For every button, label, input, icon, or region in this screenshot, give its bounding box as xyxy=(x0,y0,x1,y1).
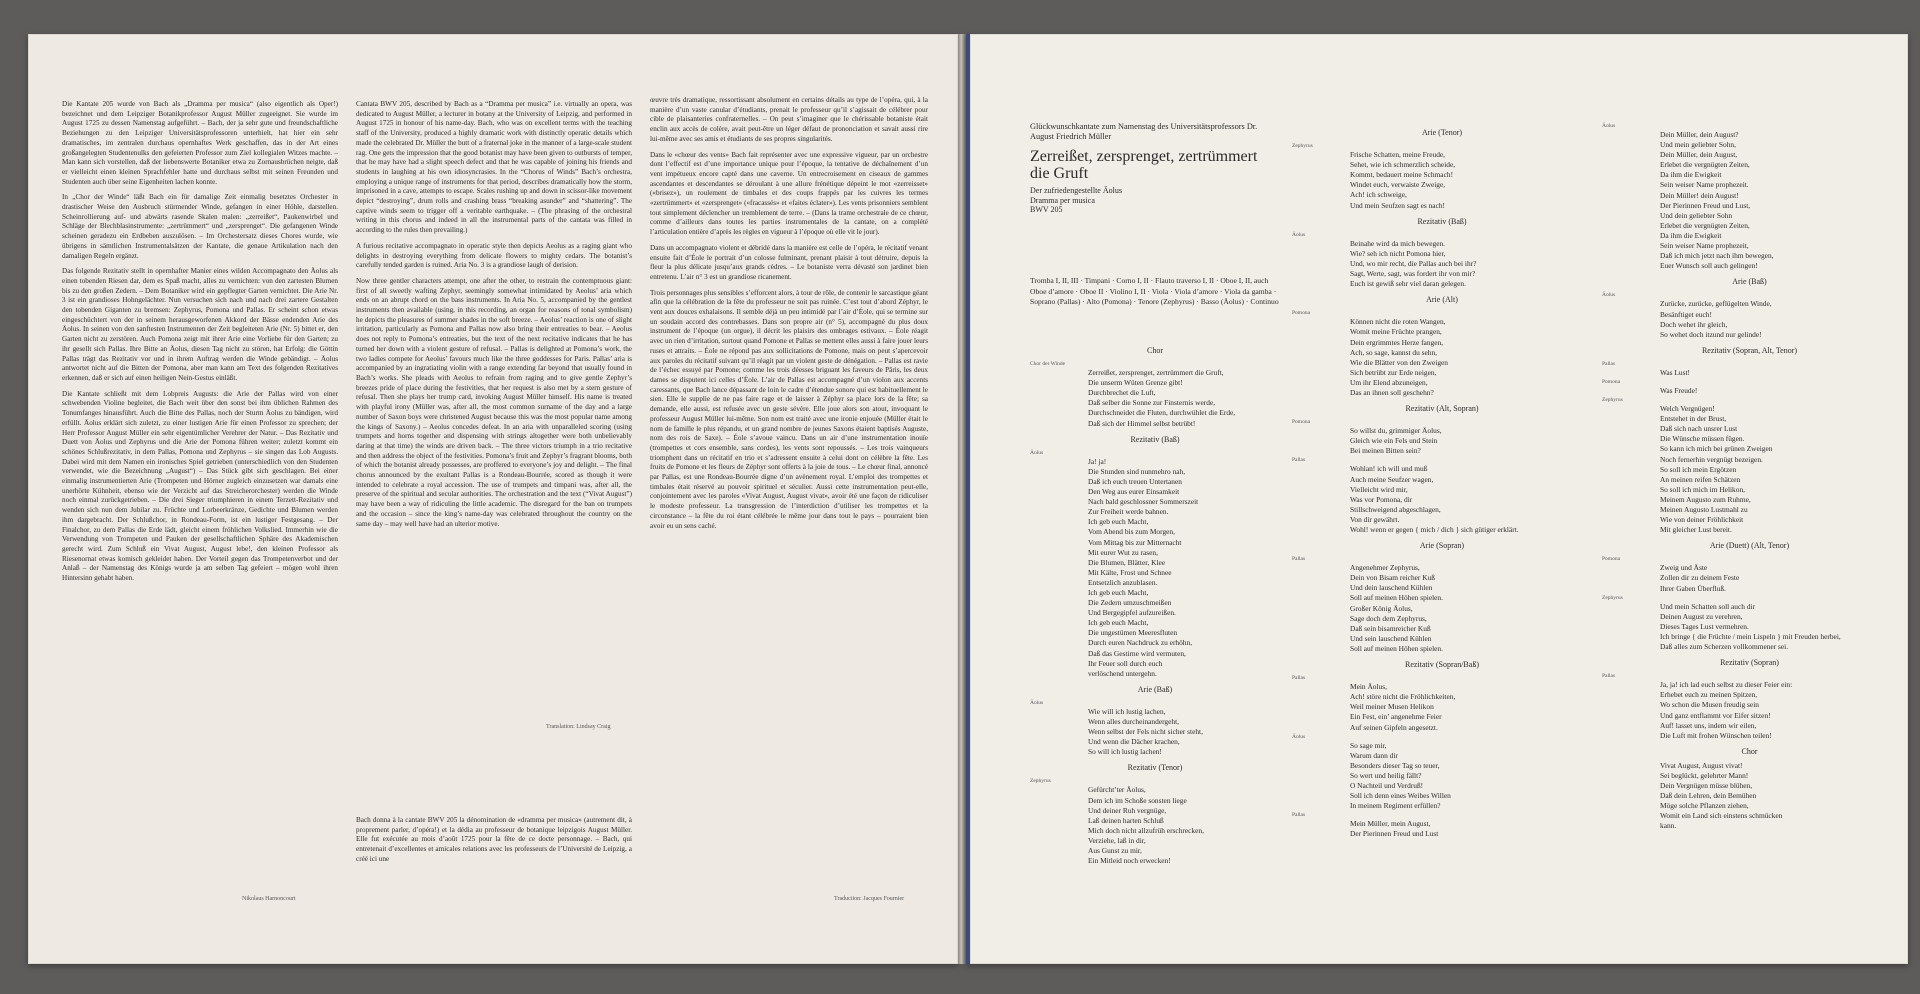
libretto-line: Daß sich der Himmel selbst betrübt! xyxy=(1088,418,1196,428)
libretto-line: Erhebet euch zu meinen Spitzen, xyxy=(1660,690,1758,700)
libretto-line: Daß sein bisamreicher Kuß xyxy=(1350,623,1431,633)
cantata-title: Zerreißet, zersprenget, zertrümmert die Gruft xyxy=(1030,148,1258,182)
libretto-line: Zollen dir zu deinem Feste xyxy=(1660,573,1740,583)
libretto-line: kann. xyxy=(1660,821,1677,831)
role-label: Äolus xyxy=(1030,449,1044,456)
libretto-line: Und sein lauschend Kühlen xyxy=(1350,633,1432,643)
libretto-line: Mich doch nicht allzufrüh erschrecken, xyxy=(1088,825,1204,835)
libretto-line: Dein Vergnügen müsse blühen, xyxy=(1660,781,1753,791)
libretto-line: Und mein geliebter Sohn, xyxy=(1660,140,1736,150)
libretto-line: Dein Müller, dein August? xyxy=(1660,130,1739,139)
libretto-line: Vivat August, August vivat! xyxy=(1660,760,1743,770)
libretto-line: So willst du, grimmiger Äolus, xyxy=(1350,426,1442,436)
libretto-line: Ja, ja! ich lad euch selbst zu dieser Feier ein: xyxy=(1660,680,1793,690)
libretto-line: Das an ihnen soll geschehn? xyxy=(1350,387,1434,397)
role-label: Äolus xyxy=(1292,733,1306,740)
libretto-line: Dieses Tages Lust vermehren. xyxy=(1660,621,1749,631)
libretto-line: Besänftiget euch! xyxy=(1660,309,1712,319)
english-notes-column xyxy=(356,100,632,720)
libretto-line: Mit Kälte, Frost und Schnee xyxy=(1088,567,1172,577)
libretto-line: Wenn alles durcheinandergeht, xyxy=(1088,717,1179,726)
libretto-line: Die Stunden sind nunmehro nah, xyxy=(1088,466,1186,476)
libretto-line: Und mein Schatten soll auch dir xyxy=(1660,601,1756,611)
libretto-line: Die ungestümen Meeresfluten xyxy=(1088,628,1178,638)
libretto-line: Durchbrechet die Luft, xyxy=(1088,388,1156,398)
libretto-line: Ihrer Gaben Überfluß. xyxy=(1660,583,1726,593)
libretto-line: Mit eurer Wut zu rasen, xyxy=(1088,547,1158,557)
libretto-line: Und wenn die Dächer krachen, xyxy=(1088,737,1180,747)
english-notes-credit: Translation: Lindsay Craig xyxy=(546,724,611,730)
libretto-line: So soll ich mein Ergötzen xyxy=(1660,464,1737,474)
libretto-line: Die unserm Wüten Grenze gibt! xyxy=(1088,378,1183,388)
libretto-line: Euer Wunsch soll auch gelingen! xyxy=(1660,261,1758,271)
libretto-line: Meinem Augusto zum Ruhme, xyxy=(1660,494,1751,504)
libretto-line: Und dein lauschend Kühlen xyxy=(1350,583,1433,593)
role-label: Pomona xyxy=(1602,378,1621,385)
libretto-line: Bei meinen Bitten sein? xyxy=(1350,446,1421,456)
libretto-line: Welch Vergnügen! xyxy=(1660,404,1715,414)
libretto-line: Erlebet die vergnügten Zeiten, xyxy=(1660,160,1750,170)
libretto-line: Warum dann dir xyxy=(1350,750,1398,760)
libretto-line: Um ihr Elend abzuneigen, xyxy=(1350,377,1428,387)
libretto-line: Zweig und Äste xyxy=(1660,563,1708,573)
album-spine xyxy=(958,34,966,964)
libretto-line: Beinahe wird da mich bewegen. xyxy=(1350,238,1446,248)
role-label: Äolus xyxy=(1292,231,1306,238)
section-heading: Rezitativ (Alt, Sopran) xyxy=(1405,404,1479,414)
libretto-line: Und mein Seufzen sagt es nach! xyxy=(1350,200,1446,210)
libretto-line: Wie? seh ich nicht Pomona hier, xyxy=(1350,248,1446,258)
german-notes-credit: Nikolaus Harnoncourt xyxy=(242,896,296,902)
french-notes-credit: Traduction: Jacques Fournier xyxy=(834,896,905,902)
section-heading: Arie (Alt) xyxy=(1426,295,1458,305)
subtitle-line-2: Dramma per musica xyxy=(1030,195,1095,205)
libretto-line: Ich bringe { die Früchte / mein Lispeln } mit Freuden herbei, xyxy=(1660,631,1841,641)
libretto-line: Soll auf meinen Höhen spielen. xyxy=(1350,643,1443,653)
libretto-header xyxy=(1030,122,1280,215)
libretto-line: So kann ich mich bei grünen Zweigen xyxy=(1660,444,1773,454)
libretto-line: Was Lust! xyxy=(1660,367,1690,377)
instrumentation-list: Tromba I, II, III · Timpani · Corno I, II · Flauto traverso I, II · Oboe I, II, auch Oboe d’amore · Oboe II · Violino I, II · Viola · Viola d’amore · Viola da gamba · Soprano (Pallas) · Alto (Pomona) · Tenore (Zephyrus) · Basso (Äolus) · Continuo xyxy=(1030,276,1279,306)
libretto-line: Verziehe, laß in dir, xyxy=(1088,835,1146,845)
libretto-column-3 xyxy=(1602,122,1897,952)
libretto-line: Daß das Gestirne wird vermuten, xyxy=(1088,648,1186,658)
libretto-line: Was Freude! xyxy=(1660,385,1698,395)
section-heading: Rezitativ (Baß) xyxy=(1417,216,1467,226)
libretto-line: Zerreißet, zersprenget, zertrümmert die Gruft, xyxy=(1088,368,1224,378)
libretto-line: Stillschweigend abgeschlagen, xyxy=(1350,504,1441,514)
role-label: Zephyrus xyxy=(1602,397,1623,404)
libretto-line: O Nachteil und Verdruß! xyxy=(1350,780,1424,790)
libretto-column-2 xyxy=(1292,122,1592,952)
libretto-line: Doch wehet ihr gleich, xyxy=(1660,319,1728,329)
libretto-line: Da ihm die Ewigkeit xyxy=(1660,230,1722,240)
role-label: Äolus xyxy=(1602,123,1616,129)
libretto-line: Angenehmer Zephyrus, xyxy=(1350,563,1420,573)
role-label: Pallas xyxy=(1292,675,1306,682)
left-page xyxy=(28,34,958,964)
role-label: Pallas xyxy=(1292,812,1306,819)
role-label: Zephyrus xyxy=(1292,143,1313,150)
libretto-line: Gleich wie ein Fels und Stein xyxy=(1350,436,1438,446)
french-notes-paragraph: Dans le «chœur des vents» Bach fait représenter avec une expressive vigueur, par un orchestre dont l’effectif est d’une importance unique pour l’époque, la tentative de déchaînement d’un vent impétueux encore capté dans une caverne. Un entrecroisement en ciseaux de gammes ascendantes et descendantes se déroulant à une allure frénétique dépeint le mot «zerreisset» («brisez»), un roulement de timbales et des coups frappés par les cuivres les termes «zertrümmert» et «zersprenget» («fracassés» et «faites éclater»). Les vents prisonniers semblent tout simplement déclencher un tremblement de terre. – (Dans la trame orchestrale de ce chœur, comme d’ailleurs dans toutes les parties instrumentales de la cantate, on a complété l’articulation entière d’après les règles en vigueur à l’époque où elle vit le jour). xyxy=(650,150,928,237)
libretto-line: Ich geb euch Macht, xyxy=(1088,587,1149,597)
libretto-line: Mein Äolus, xyxy=(1350,682,1387,692)
section-heading: Arie (Duett) (Alt, Tenor) xyxy=(1709,541,1790,551)
libretto-line: Was vor Pomona, dir xyxy=(1350,494,1413,504)
libretto-line: Sei beglückt, gelehrter Mann! xyxy=(1660,770,1749,780)
libretto-line: Da ihm die Ewigkeit xyxy=(1660,170,1722,180)
libretto-line: So sage mir, xyxy=(1350,740,1387,750)
libretto-line: Wo schon die Musen freudig sein xyxy=(1660,700,1759,710)
libretto-line: Großer König Äolus, xyxy=(1350,603,1413,613)
french-notes-intro xyxy=(356,816,632,906)
libretto-line: Wenn selbst der Fels nicht sicher steht, xyxy=(1088,727,1203,737)
role-label: Pomona xyxy=(1292,419,1311,426)
libretto-line: Sich betrübt zur Erde neigen, xyxy=(1350,367,1437,377)
libretto-line: Die Wünsche müssen fügen. xyxy=(1660,434,1745,444)
role-label: Chor der Winde xyxy=(1030,361,1066,368)
libretto-line: So soll ich mich im Helikon, xyxy=(1660,484,1745,494)
libretto-line: Sein weiser Name prophezeit. xyxy=(1660,180,1749,190)
libretto-line: Zurücke, zurücke, geflügelten Winde, xyxy=(1660,299,1772,309)
french-notes-paragraph: Trois personnages plus sensibles s’efforcent alors, à tour de rôle, de contenir le sarcastique géant afin que la célébration de la fête du professeur ne soit pas ruinée. C’est tout d’abord Zéphyr, le vent aux douces exhalaisons. Il semble déjà un peu intimidé par l’air d’Éole, qui se termine sur un soudain accord des contrebasses. Dans son propre air (n° 5), accompagné du plus doux instrument de l’époque (un orgue), il décrit les plaisirs des ombrages estivaux. – Éole réagit avec un rien d’irritation, surtout quand Pomone et Pallas se mettent elles aussi à faire jouer leurs ruses et attraits. – Éole ne répond pas aux sollicitations de Pomone, mais on peut s’apercevoir aux paroles du récitatif suivant qu’il réagit par un violent geste de dénégation. – Pallas est ravie de l’échec essuyé par Pomone; comme les trois déesses briguant les faveurs de Pâris, les deux dames se disputent ici celles d’Éole. L’air de Pallas est accompagné d’un violon aux accents caressants, que Bach lance dépassant de loin le cadre d’étendue sonore qui est habituellement le sien. Elle le supplie de ne pas faire rage et de laisser à Zéphyr sa place lors de la fête; sa demande, elle aussi, est refusée avec un geste sévère. Elle joue alors son atout, invoquant le professeur August Müller lui-même. Son nom est traité avec une ironie enjouée (Müller était le nom de famille le plus répandu, et un grand nombre de jeunes Saxons étaient baptisés Auguste, nom des rois de Saxe). – Éole s’avoue vaincu. Dans un air d’une instrumentation inouïe (trompettes et cors ensemble, sans cordes), les vents sont repoussés. – Les trois vainqueurs triomphent dans un récitatif en trio et s’adressent ensuite à celui dont on célèbre la fête. Les fruits de Pomone et les fleurs de Zéphyr sont offerts à la joie de tous. – Le chœur final, annoncé par Pallas, est une Rondeau-Bourrée digne d’un avènement royal. L’emploi des trompettes et timbales était réservé au pouvoir spirituel et séculier. Aussi cette instrumentation peut-elle, conjointement avec les paroles «Vivat August, August vivat», avoir été une façon de ridiculiser le modeste professeur. La transgression de l’interdiction d’utiliser les trompettes et la circonstance – la fête du roi étant célébrée le même jour dans tout le pays – pourraient bien avoir eu un sens caché. xyxy=(650,288,928,530)
section-heading: Rezitativ (Sopran, Alt, Tenor) xyxy=(1701,345,1798,355)
libretto-line: Zur Freiheit werde bahnen. xyxy=(1088,507,1169,517)
libretto-column-1 xyxy=(1030,340,1280,950)
libretto-line: Noch fernerhin vergnügt bezeigen. xyxy=(1660,454,1763,464)
libretto-line: Daß alles zum Scherzen vollkommener sei. xyxy=(1660,642,1789,652)
libretto-line: Ich geb euch Macht, xyxy=(1088,517,1149,527)
libretto-line: Ein Fest, ein’ angenehme Feier xyxy=(1350,712,1442,722)
libretto-line: Mein Müller, mein August, xyxy=(1350,819,1431,829)
french-notes-paragraph: Dans un accompagnato violent et débridé dans la manière est celle de l’opéra, le récitatif venant ensuite fait d’Éole le portrait d’un colosse fulminant, prenant plaisir à tout détruire, depuis la fleur la plus délicate jusqu’aux grands cèdres. – Le botaniste verra dévasté son jardinet bien entretenu. L’air n° 3 est un grandiose ricanement. xyxy=(650,243,928,281)
english-notes-paragraph: Cantata BWV 205, described by Bach as a “Dramma per musica” i.e. virtually an opera, was dedicated to August Müller, a lecturer in botany at the University of Leipzig, and performed in August 1725 in honour of his name-day. Bach, who was on excellent terms with the teaching staff of the University, produced a highly dramatic work with distinctly operatic details which made the celebrated Dr. Müller the butt of a fraternal joke in the manner of a large-scale student rag. One gets the impression that the good botanist may have been given to outbursts of temper, that he may have had a slight speech defect and that he was capable of joining his friends and students in laughing at his own idiosyncrasies. In the “Chorus of Winds” Bach’s orchestra, employing a unique range of instruments for that period, describes dramatically how the storm, imprisoned in a cave, attempts to escape. Scales rushing up and down in scissor-like movement depict “destroying”, drum rolls and crashing brass “breaking asunder” and “shattering”. The captive winds seem to trigger off a veritable earthquake. – (The phrasing of the orchestral writing in this chorus and indeed in all the instrumental parts of the cantata was filled in according to the rules then prevailing.) xyxy=(356,100,632,235)
libretto-line: Vom Mittag bis zur Mitternacht xyxy=(1088,537,1182,547)
libretto-line: Und dein geliebter Sohn xyxy=(1660,210,1733,220)
section-heading: Chor xyxy=(1147,346,1163,355)
role-label: Äolus xyxy=(1602,292,1616,299)
libretto-line: Ihr Feuer soll durch euch xyxy=(1088,658,1163,668)
libretto-line: Daß dein Lehren, dein Bemühen xyxy=(1660,791,1757,801)
libretto-line: Von dir gewährt. xyxy=(1350,514,1400,524)
libretto-line: So wehet doch itzund nur gelinde! xyxy=(1660,329,1762,339)
libretto-line: So wert und heilig fällt? xyxy=(1350,770,1422,780)
subtitle-line-1: Der zufriedengestellte Äolus xyxy=(1030,186,1122,195)
libretto-line: Mit gleicher Lust bereit. xyxy=(1660,525,1732,535)
role-label: Pomona xyxy=(1602,556,1621,563)
libretto-line: Und, wo mir recht, die Pallas auch bei ihr? xyxy=(1350,258,1477,268)
libretto-line: An meinen reifen Schätzen xyxy=(1660,474,1741,484)
libretto-line: Womit meine Früchte prangen, xyxy=(1350,327,1442,337)
libretto-line: Ein Mitleid noch erwecken! xyxy=(1088,856,1171,866)
libretto-line: Soll auf meinen Höhen spielen. xyxy=(1350,593,1443,603)
german-notes-paragraph: Die Kantate 205 wurde von Bach als „Dramma per musica“ (also eigentlich als Oper!) bezeichnet und dem Leipziger Botanikprofessor August Müller zugeeignet. Sie wurde im August 1725 zu dessen Namenstag aufgeführt. – Bach, der ja sehr gute und freundschaftliche Beziehungen zu den Leipziger Universitätsprofessoren unterhielt, hat hier ein sehr dramatisches, im zentralen durchaus opernhaftes Werk geschaffen, das in der Art eines großangelegten Studentenulks den gefeierten Professor zum Ziel kollegialen Witzes machte. – Man kann sich vorstellen, daß der liebenswerte Botaniker etwa zu Zornausbrüchen neigte, daß er vielleicht einen kleinen Sprachfehler hatte und durchaus selbst mit seinen Freunden und Studenten auch über seine Eigenheiten lachen konnte. xyxy=(62,100,338,186)
subtitle-line-3: BWV 205 xyxy=(1030,205,1063,214)
section-heading: Arie (Baß) xyxy=(1137,684,1173,694)
libretto-line: Wohl! wenn er gegen { mich / dich } sich gütiger erklärt. xyxy=(1350,525,1519,534)
libretto-line: Besonders dieser Tag so teuer, xyxy=(1350,760,1440,770)
libretto-line: Gefürcht’ter Äolus, xyxy=(1088,785,1146,795)
section-heading: Arie (Tenor) xyxy=(1421,128,1463,137)
libretto-line: So will ich lustig lachen! xyxy=(1088,747,1162,757)
libretto-line: Ach! störe nicht die Fröhlichkeiten, xyxy=(1350,692,1456,702)
libretto-line: Auf! lasset uns, indem wir eilen, xyxy=(1660,720,1757,730)
libretto-line: Dein von Bisam reicher Kuß xyxy=(1350,573,1435,583)
libretto-line: Erlebet die vergnügten Zeiten, xyxy=(1660,220,1750,230)
libretto-line: Laß deinen harten Schluß xyxy=(1088,815,1164,825)
libretto-line: Soll ich denn eines Weibes Willen xyxy=(1350,791,1451,801)
libretto-line: Daß sich nach unsrer Lust xyxy=(1660,424,1738,434)
libretto-line: Womit ein Land sich einstens schmücken xyxy=(1660,811,1783,821)
libretto-line: Euch ist gewiß sehr viel daran gelegen. xyxy=(1350,279,1466,289)
libretto-line: Wie von deiner Fröhlichkeit xyxy=(1660,515,1744,525)
libretto-line: Auf seinen Gipfeln angesetzt. xyxy=(1350,722,1438,732)
libretto-line: Wie die Blätter von den Zweigen xyxy=(1350,357,1449,367)
libretto-line: Daß ich mich jetzt nach ihm bewegen, xyxy=(1660,251,1774,261)
section-heading: Rezitativ (Tenor) xyxy=(1127,763,1183,773)
role-label: Pallas xyxy=(1602,673,1616,680)
german-notes-column xyxy=(62,100,338,890)
libretto-line: Möge solche Pflanzen ziehen, xyxy=(1660,801,1749,811)
libretto-line: Wohlan! ich will und muß xyxy=(1350,464,1428,474)
libretto-line: Ach, so sage, kannst du sehn, xyxy=(1350,347,1438,357)
libretto-line: Auch meine Seufzer wagen, xyxy=(1350,474,1434,484)
libretto-line: Aus Gunst zu mir, xyxy=(1088,846,1142,856)
libretto-line: Den Weg aus eurer Einsamkeit xyxy=(1088,487,1180,497)
german-notes-paragraph: In „Chor der Winde“ läßt Bach ein für damalige Zeit einmalig besetztes Orchester in drastischer Weise den Ausbruch stürmender Winde, gefangen in einer Höhle, darstellen. Scheinrollierung auf- und abwärts rasende Skalen malen: „zerreißet“, Paukenwirbel und Schläge der Blechblasinstrumente: „zertrümmert“ und „zersprenget“. Die gefangenen Winde scheinen geradezu ein Erdbeben auszulösen. – Im Orchestersatz dieses Chores wurde, wie übrigens in sämtlichen Instrumentalsätzen der Kantate, die genaue Artikulation nach den damaligen Regeln ergänzt. xyxy=(62,193,338,260)
role-label: Pomona xyxy=(1292,310,1311,317)
section-heading: Chor xyxy=(1741,746,1758,756)
section-heading: Rezitativ (Baß) xyxy=(1130,434,1180,444)
libretto-line: Ich geb euch Macht, xyxy=(1088,618,1149,628)
libretto-line: Sein weiser Name prophezeit, xyxy=(1660,241,1749,251)
libretto-line: Deinen August zu verehren, xyxy=(1660,611,1743,621)
libretto-line: Entstehet in der Brust, xyxy=(1660,414,1727,424)
libretto-line: Sagt, Werte, sagt, was fordert ihr von mir? xyxy=(1350,269,1476,279)
libretto-line: Entsetzlich anzublasen. xyxy=(1088,577,1158,587)
libretto-line: Vielleicht wird mir, xyxy=(1350,484,1408,494)
libretto-line: Frische Schatten, meine Freude, xyxy=(1350,150,1446,160)
libretto-line: Dem ich im Schoße sonsten liege xyxy=(1088,795,1187,805)
right-page xyxy=(966,34,1908,964)
english-notes-paragraph: A furious recitative accompagnato in operatic style then depicts Aeolus as a raging giant who delights in destroying everything from delicate flowers to mighty cedars. The botanist’s carefully tended garden is ruined. Aria No. 3 is a grandiose laugh of derision. xyxy=(356,241,632,270)
libretto-line: Die Zedern umzuschmeißen xyxy=(1088,598,1172,608)
role-label: Pallas xyxy=(1292,556,1306,563)
libretto-line: Sehet, wie ich schmerzlich scheide, xyxy=(1350,160,1456,170)
libretto-line: Können nicht die roten Wangen, xyxy=(1350,317,1446,327)
libretto-line: Der Pierinnen Freud und Lust xyxy=(1350,829,1439,839)
german-notes-paragraph: Die Kantate schließt mit dem Lobpreis Augusts: die Arie der Pallas wird von einer schwebenden Violine begleitet, die Bach weit über den sonst bei ihm üblichen Rahmen des Tonumfanges hinausführt. Auch die Bitte des Pallas, noch der Sturm Äolus zu bändigen, wird erfüllt. Äolus erklärt sich zuletzt, zu einer lustigen Arie für einen Professor zu sprechen; der Herr Professor August Müller ein sehr eigentümlicher Verehrer der Natur. – Das Rezitativ und Duett von Äolus und Zephyrus und die Arie der Pomona führen weiter; zuletzt kommt ein schönes Schlußrezitativ, in dem Pallas, Pomona und Zephyrus – sie singen das Lob Augusts. Dabei wird mit dem Namen ein ironisches Spiel getrieben (unterschiedlich von den Studenten verwendet, wie die Bezeichnung „August“) – Das Stück gibt sich geschlagen. Bei einer einmalig instrumentierten Arie (Trompeten und Hörner zugleich einzusetzen war damals eine unerhörte Kühnheit, ebenso wie der Verzicht auf das Streicherorchester) werden die Winde noch einmal zurückgetrieben. – Die drei Sieger triumphieren in einem Terzett-Rezitativ und wenden sich nun dem Jubilar zu. Früchte und Lorbeerkränze, Gedichte und Blumen werden ihm dargebracht. Der Schlußchor, in Rondeau-Form, ist ein lustiger Festgesang. – Der Finalchor, zu dem Pallas die Erde lädt, gleicht einem fröhlichen Volkslied. Immerhin wie die Verwendung von Trompeten und Pauken der gesellschaftlichen Sphäre des Akademischen gerecht wird. Zum Schluß ein Vivat August, August lebe!, den kleinen Professor als Riesenornat etwas komisch gekleidet haben. Der Vorteil gegen das Trompetenverbot und der Anlaß – der Namenstag des Königs wurde ja am selben Tag gefeiert – mögen wohl ihren Hintersinn gehabt haben. xyxy=(62,389,338,583)
libretto-line: Ach! ich schweige, xyxy=(1350,190,1407,200)
french-notes-intro-text: Bach donna à la cantate BWV 205 la dénomination de «dramma per musica» (autrement dit, à proprement parler, d’opéra!) et la dédia au professeur de botanique leipzigois August Müller. Elle fut exécutée au mois d’août 1725 pour la fête de ce docte personnage. – Bach, qui entretenait d’excellentes et amicales relations avec les professeurs de l’Université de Leipzig, a créé ici une xyxy=(356,816,632,863)
libretto-line: Vom Abend bis zum Morgen, xyxy=(1088,527,1175,537)
libretto-line: Dein ergrimmtes Herze fangen, xyxy=(1350,337,1444,347)
dedication-text: Glückwunschkantate zum Namenstag des Universitätsprofessors Dr. August Friedrich Müller xyxy=(1030,122,1258,141)
english-notes-paragraph: Now three gentler characters attempt, one after the other, to restrain the contemptuous giant: first of all sweetly wafting Zephyr, seemingly somewhat intimidated by Aeolus’ aria which ends on an abrupt chord on the bass instruments. In Aria No. 5, accompanied by the gentlest instruments then available (using, in this recording, an organ for reasons of tonal symbolism) he depicts the pleasures of summer shades in the soft breeze. – Aeolus’ reaction is one of slight irritation, particularly as Pomona and Pallas now also bring their entreaties to bear. – Aeolus does not reply to Pomona’s entreaties, but the text of the next recitative indicates that he has turned her down with a violent gesture of refusal. – Pallas is delighted at Pomona’s work, the two ladies compete for Aeolus’ favours much like the three goddesses for Paris. Pallas’ aria is accompanied by an ingratiating violin with a range extending far beyond that usually found in Bach’s works. She pleads with Aeolus to refrain from raging and to give gentle Zephyr’s breezes pride of place during the festivities, that her request is also met by a stern gesture of refusal. Then she plays her trump card, invoking August Müller himself. His name is treated with playful irony (Müller was, after all, the most common surname of the day and a large number of Saxon boys were christened August because this was the most popular name among the kings of Saxony.) – Aeolus concedes defeat. In an aria with unparalleled scoring (using trumpets and horns together and dispensing with strings altogether were both unbelievably daring at that time) the winds are driven back. – The three victors triumph in a trio recitative and then address the object of the festivities. Pomona’s fruit and Zephyr’s fragrant blooms, both of which the botanist already possesses, are proffered to everyone’s joy and delight. – The final chorus announced by the exultant Pallas is a Rondeau-Bourrée, scored as though it were intended to celebrate a royal accession. The use of trumpets and timpani was, after all, the preserve of the spiritual and secular authorities. The orchestration and the text (“Vivat August”) may have been a way of ridiculing the little academic. The disregard for the ban on trumpets and the occasion – since the king’s name-day was celebrated throughout the country on the same day – may well have had an ulterior motive. xyxy=(356,276,632,528)
libretto-line: Sage doch dem Zephyrus, xyxy=(1350,613,1427,623)
french-notes-paragraph: œuvre très dramatique, ressortissant absolument en certains détails au type de l’opéra, qui, à la manière d’un vaste canular d’étudiants, prenait le professeur qu’il s’agissait de célébrer pour cible de plaisanteries confraternelles. – On peut s’imaginer que le chérissable botaniste était enclin aux accès de colère, avait peut-être un léger défaut de prononciation et savait aussi rire lui-même avec ses amis et étudiants de ses propres singularités. xyxy=(650,96,928,143)
libretto-line: Wie will ich lustig lachen, xyxy=(1088,706,1166,716)
role-label: Pallas xyxy=(1602,360,1616,367)
role-label: Pallas xyxy=(1292,457,1306,464)
libretto-line: Weil meiner Musen Helikon xyxy=(1350,702,1434,712)
libretto-line: Durchschneidet die Fluten, durchwühlet die Erde, xyxy=(1088,408,1236,418)
libretto-line: Durch euren Nachdruck zu erhöhn, xyxy=(1088,638,1193,648)
role-label: Zephyrus xyxy=(1030,778,1051,785)
section-heading: Arie (Baß) xyxy=(1732,277,1767,287)
libretto-line: Daß selber die Sonne zur Finsternis werde, xyxy=(1088,398,1216,408)
libretto-line: Daß ich euch treuen Untertanen xyxy=(1088,476,1182,486)
libretto-line: Der Pierinnen Freud und Lust, xyxy=(1660,200,1751,210)
section-heading: Rezitativ (Sopran) xyxy=(1720,658,1779,668)
libretto-line: Und Bergegipfel aufzureißen. xyxy=(1088,608,1176,618)
libretto-line: Und ganz entflammt vor Eifer sitzen! xyxy=(1660,710,1771,720)
libretto-line: Meinen Augusto Lustmahl zu xyxy=(1660,505,1748,514)
role-label: Zephyrus xyxy=(1602,594,1623,601)
libretto-line: verlöschend untergehn. xyxy=(1088,668,1157,678)
role-label: Äolus xyxy=(1030,699,1044,706)
libretto-line: Die Blumen, Blätter, Klee xyxy=(1088,557,1166,567)
libretto-line: Nach bald geschlossner Sommerszeit xyxy=(1088,497,1199,507)
libretto-line: Windet euch, verwaiste Zweige, xyxy=(1350,180,1446,190)
french-notes-column xyxy=(650,96,928,891)
libretto-line: Kommt, bedauert meine Schmach! xyxy=(1350,170,1454,180)
libretto-line: Ja! ja! xyxy=(1088,456,1107,466)
libretto-line: Die Luft mit frohen Wünschen teilen! xyxy=(1660,730,1772,740)
libretto-line: Dein Müller! dein August! xyxy=(1660,190,1739,200)
libretto-line: Und deiner Ruh vergnüge, xyxy=(1088,805,1167,815)
libretto-line: In meinem Regiment erfüllen? xyxy=(1350,801,1441,811)
german-notes-paragraph: Das folgende Rezitativ stellt in opernhafter Manier eines wilden Accompagnato den Äolus als einen tobenden Riesen dar, dem es Spaß macht, alles zu vernichten: von den zartesten Blumen bis zu den großen Zedern. – Dem Botaniker wird ein gepflegter Garten vernichtet. Die Arie Nr. 3 ist ein grandioses Hohngelächter. Nun versuchen sich nach und nach drei zartere Gestalten den tobenden Giganten zu bremsen: Zephyrus, Pomona und Pallas. Er scheint schon etwas eingeschüchtert von der in seinem herausgeworfenen Akkord der Bässe endenden Arie des Äolus. In seinen von den sanftesten Instrumenten der Zeit begleiteten Arie (Nr. 5) bittet er, den Garten nicht zu zerstören. Auch Pomona zeigt mit ihrer Arie eine Vorliebe für den Garten; zu ihr gesellt sich Pallas. Ihre Bitte an Äolus, diesen Tag nicht zu stören, hat Erfolg: die Göttin Pallas trägt das Rezitativ vor und in ihrem Auftrag werden die Winde gebändigt. – Äolus antwortet nicht auf die Bitten der Pomona, aber man kann am Text des folgenden Rezitatives erkennen, daß er sich auf einen heiligen Nein-Gestus einläßt. xyxy=(62,267,338,382)
section-heading: Arie (Sopran) xyxy=(1419,541,1465,551)
libretto-line: Dein Müller, dein August, xyxy=(1660,150,1738,160)
section-heading: Rezitativ (Sopran/Baß) xyxy=(1405,660,1479,670)
